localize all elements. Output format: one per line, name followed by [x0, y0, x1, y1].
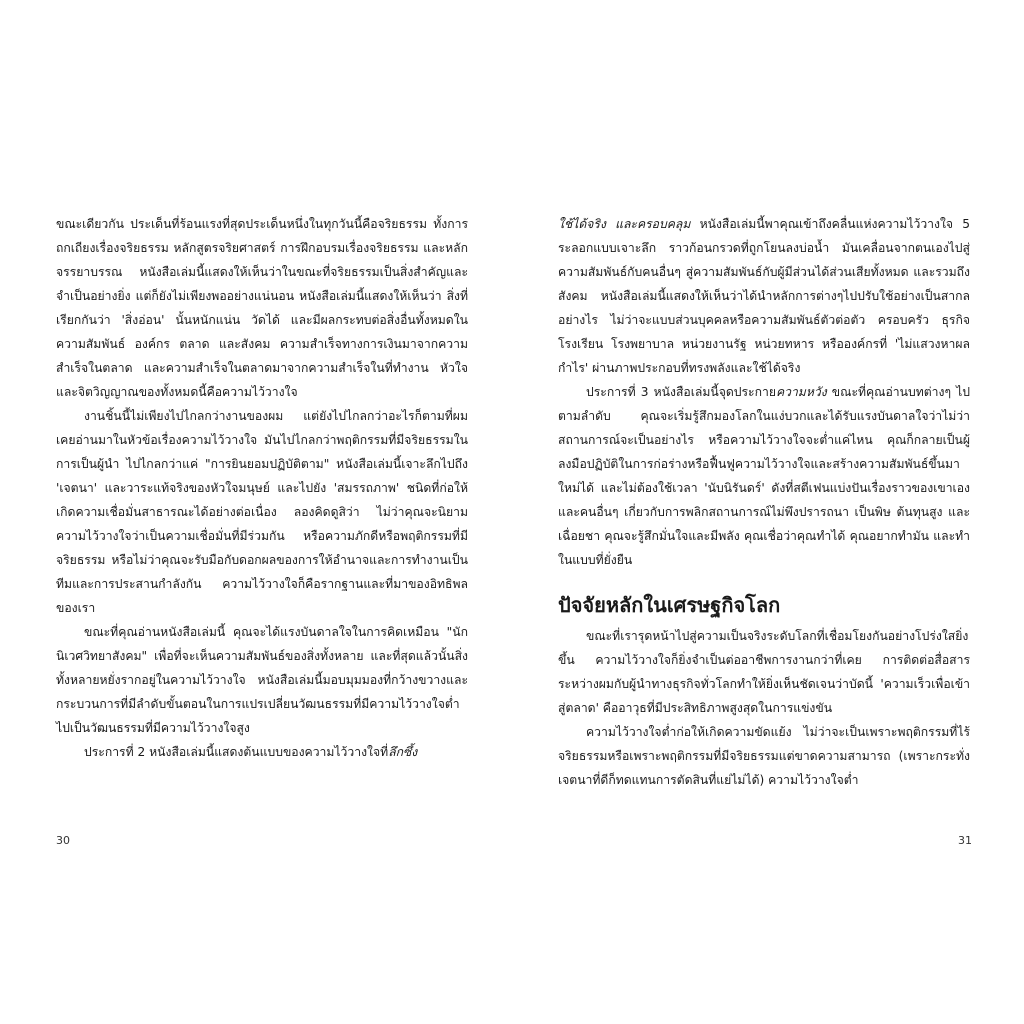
left-page [56, 212, 468, 764]
left-paragraph-3: ขณะที่คุณอ่านหนังสือเล่มนี้ คุณจะได้แรงบันดาลใจในการคิดเหมือน "นักนิเวศวิทยาสังคม" เพื่อที่จะเห็นความสัมพันธ์ของสิ่งทั้งหลาย และที่สุดแล้วนั้นสิ่งทั้งหลายหยั่งรากอยู่ในความไว้วางใจ หนังสือเล่มนี้มอบมุมมองที่กว้างขวางและกระบวนการที่มีลำดับขั้นตอนในการแปรเปลี่ยนวัฒนธรรมที่มีความไว้วางใจต่ำไปเป็นวัฒนธรรมที่มีความไว้วางใจสูง [56, 625, 468, 735]
left-paragraph-1: ขณะเดียวกัน ประเด็นที่ร้อนแรงที่สุดประเด็นหนึ่งในทุกวันนี้คือจริยธรรม ทั้งการถกเถียงเรื่องจริยธรรม หลักสูตรจริยศาสตร์ การฝึกอบรมเรื่องจริยธรรม และหลักจรรยาบรรณ หนังสือเล่มนี้แสดงให้เห็นว่าในขณะที่จริยธรรมเป็นสิ่งสำคัญและจำเป็นอย่างยิ่ง แต่ก็ยังไม่เพียงพออย่างแน่นอน หนังสือเล่มนี้แสดงให้เห็นว่า สิ่งที่เรียกกันว่า 'สิ่งอ่อน' นั้นหนักแน่น วัดได้ และมีผลกระทบต่อสิ่งอื่นทั้งหมดในความสัมพันธ์ องค์กร ตลาด และสังคม ความสำเร็จทางการเงินมาจากความสำเร็จในตลาด และความสำเร็จในตลาดมาจากความสำเร็จในที่ทำงาน หัวใจและจิตวิญญาณของทั้งหมดนี้คือความไว้วางใจ [56, 217, 468, 399]
right-paragraph-3: ขณะที่เรารุดหน้าไปสู่ความเป็นจริงระดับโลกที่เชื่อมโยงกันอย่างโปร่งใสยิ่งขึ้น ความไว้วางใจก็ยิ่งจำเป็นต่ออาชีพการงานกว่าที่เคย การติดต่อสื่อสารระหว่างผมกับผู้นำทางธุรกิจทั่วโลกทำให้ยิ่งเห็นชัดเจนว่าบัดนี้ 'ความเร็วเพื่อเข้าสู่ตลาด' คืออาวุธที่มีประสิทธิภาพสูงสุดในการแข่งขัน [558, 629, 970, 715]
right-paragraph-2-text-b: ขณะที่คุณอ่านบทต่างๆ ไปตามลำดับ คุณจะเริ่มรู้สึกมองโลกในแง่บวกและได้รับแรงบันดาลใจว่าไม่ว่าสถานการณ์จะเป็นอย่างไร หรือความไว้วางใจจะต่ำแค่ไหน คุณก็กลายเป็นผู้ลงมือปฏิบัติในการก่อร่างหรือฟื้นฟูความไว้วางใจและสร้างความสัมพันธ์ขึ้นมาใหม่ได้ และไม่ต้องใช้เวลา 'นับนิรันดร์' ดังที่สตีเฟนแบ่งปันเรื่องราวของเขาเองและคนอื่นๆ เกี่ยวกับการพลิกสถานการณ์ไม่พึงปรารถนา เป็นพิษ ต้นทุนสูง และเฉื่อยชา คุณจะรู้สึกมั่นใจและมีพลัง คุณเชื่อว่าคุณทำได้ คุณอยากทำมัน และทำในแบบที่ยั่งยืน [558, 385, 970, 567]
right-paragraph-2-text-a: ประการที่ 3 หนังสือเล่มนี้จุดประกาย [586, 385, 776, 399]
left-paragraph-4-text: ประการที่ 2 หนังสือเล่มนี้แสดงต้นแบบของความไว้วางใจที่ [84, 745, 389, 759]
right-paragraph-1 [558, 212, 970, 380]
left-paragraph-4 [56, 740, 468, 764]
right-paragraph-1-italic: ใช้ได้จริง และครอบคลุม [558, 217, 691, 231]
right-paragraph-4: ความไว้วางใจต่ำก่อให้เกิดความขัดแย้ง ไม่ว่าจะเป็นเพราะพฤติกรรมที่ไร้จริยธรรมหรือเพราะพฤติกรรมที่มีจริยธรรมแต่ขาดความสามารถ (เพราะกระทั่งเจตนาที่ดีก็ทดแทนการตัดสินที่แย่ไม่ได้) ความไว้วางใจต่ำ [558, 725, 970, 787]
section-heading: ปัจจัยหลักในเศรษฐกิจโลก [558, 593, 781, 617]
right-paragraph-1-text: หนังสือเล่มนี้พาคุณเข้าถึงคลื่นแห่งความไว้วางใจ 5 ระลอกแบบเจาะลึก ราวก้อนกรวดที่ถูกโยนลงบ่อน้ำ มันเคลื่อนจากตนเองไปสู่ความสัมพันธ์กับคนอื่นๆ สู่ความสัมพันธ์กับผู้มีส่วนได้ส่วนเสียทั้งหมด และรวมถึงสังคม หนังสือเล่มนี้แสดงให้เห็นว่าได้นำหลักการต่างๆไปปรับใช้อย่างเป็นสากลอย่างไร ไม่ว่าจะแบบส่วนบุคคลหรือความสัมพันธ์ตัวต่อตัว ครอบครัว ธุรกิจ โรงเรียน โรงพยาบาล หน่วยงานรัฐ หน่วยทหาร หรือองค์กรที่ 'ไม่แสวงหาผลกำไร' ผ่านภาพประกอบที่ทรงพลังและใช้ได้จริง [558, 217, 970, 375]
left-paragraph-2: งานชิ้นนี้ไม่เพียงไปไกลกว่างานของผม แต่ยังไปไกลกว่าอะไรก็ตามที่ผมเคยอ่านมาในหัวข้อเรื่องความไว้วางใจ มันไปไกลกว่าพฤติกรรมที่มีจริยธรรมในการเป็นผู้นำ ไปไกลกว่าแค่ "การยินยอมปฏิบัติตาม" หนังสือเล่มนี้เจาะลึกไปถึง 'เจตนา' และวาระแท้จริงของหัวใจมนุษย์ และไปยัง 'สมรรถภาพ' ชนิดที่ก่อให้เกิดความเชื่อมั่นสาธารณะได้อย่างต่อเนื่อง ลองคิดดูสิว่า ไม่ว่าคุณจะนิยามความไว้วางใจว่าเป็นความเชื่อมั่นที่มีร่วมกัน หรือความภักดีหรือพฤติกรรมที่มีจริยธรรม หรือไม่ว่าคุณจะรับมือกับดอกผลของการให้อำนาจและการทำงานเป็นทีมและการประสานกำลังกัน ความไว้วางใจก็คือรากฐานและที่มาของอิทธิพลของเรา [56, 409, 468, 615]
right-paragraph-2-italic: ความหวัง [775, 385, 827, 399]
left-page-number: 30 [56, 834, 70, 847]
right-page-number: 31 [958, 834, 972, 847]
right-page [558, 212, 970, 792]
left-paragraph-4-italic: ลึกซึ้ง [388, 745, 418, 759]
right-paragraph-2 [558, 380, 970, 572]
